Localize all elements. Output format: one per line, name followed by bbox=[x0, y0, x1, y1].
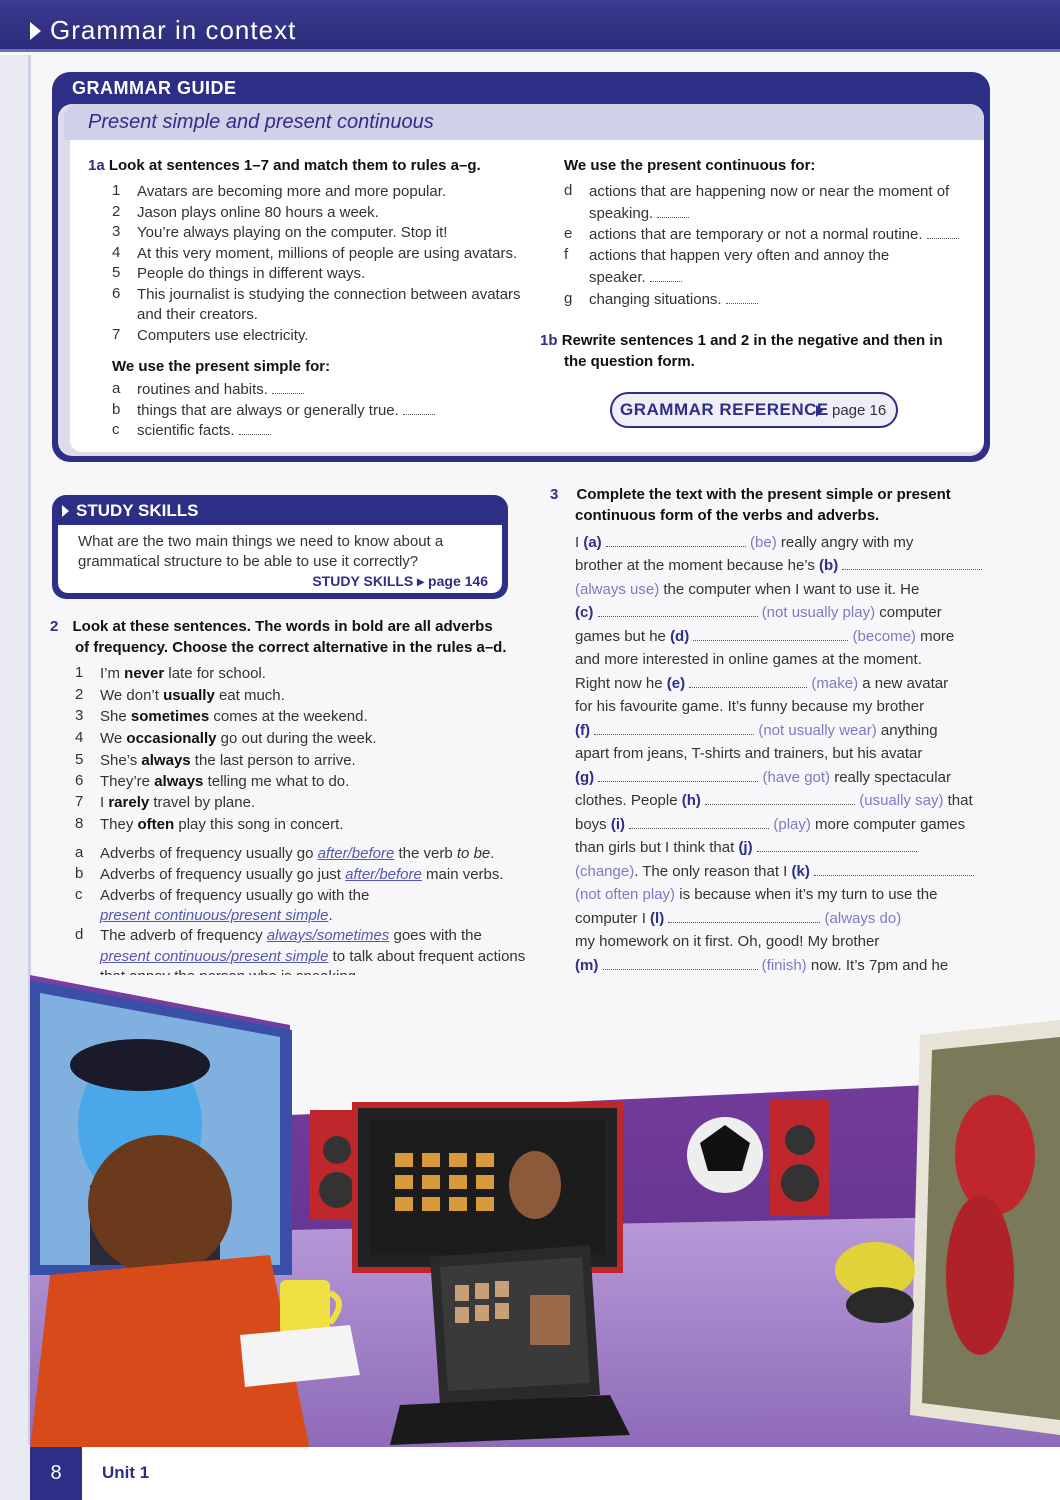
rule-item: present continuous/present simple. bbox=[100, 907, 333, 924]
choice-option[interactable]: always/sometimes bbox=[266, 927, 390, 944]
answer-blank[interactable] bbox=[657, 206, 689, 218]
exercise-1b-heading: 1b Rewrite sentences 1 and 2 in the negative and then in bbox=[540, 332, 943, 349]
answer-blank[interactable] bbox=[403, 403, 435, 415]
list-item: People do things in different ways. bbox=[137, 265, 366, 282]
side-strip bbox=[0, 55, 30, 1500]
choice-option[interactable]: after/before bbox=[317, 845, 395, 862]
choice-option[interactable]: present continuous/present simple bbox=[100, 948, 329, 965]
rule-item: speaker. bbox=[589, 267, 682, 288]
list-item: You’re always playing on the computer. Stop it! bbox=[137, 224, 448, 241]
choice-option[interactable]: present continuous/present simple bbox=[100, 907, 329, 924]
list-item: They often play this song in concert. bbox=[100, 816, 344, 833]
choice-option[interactable]: after/before bbox=[345, 866, 422, 883]
rule-item: present continuous/present simple to talk about frequent actions bbox=[100, 948, 526, 965]
list-item: I’m never late for school. bbox=[100, 665, 266, 682]
unit-label: Unit 1 bbox=[102, 1463, 150, 1482]
list-item: They’re always telling me what to do. bbox=[100, 773, 350, 790]
rule-item: actions that are happening now or near the moment of bbox=[589, 183, 950, 200]
exercise-3-heading: 3 Complete the text with the present simple or present bbox=[550, 486, 951, 503]
grammar-reference-button[interactable]: GRAMMAR REFERENCE page 16 bbox=[610, 392, 898, 428]
list-item: She’s always the last person to arrive. bbox=[100, 752, 356, 769]
answer-blank[interactable] bbox=[606, 535, 746, 547]
list-item: We occasionally go out during the week. bbox=[100, 730, 377, 747]
rule-item: things that are always or generally true. bbox=[137, 400, 435, 421]
present-simple-heading: We use the present simple for: bbox=[112, 358, 331, 375]
page-number: 8 bbox=[30, 1447, 82, 1500]
list-item: Jason plays online 80 hours a week. bbox=[137, 204, 379, 221]
exercise-3-line2: continuous form of the verbs and adverbs. bbox=[575, 507, 880, 524]
list-item: Avatars are becoming more and more popular. bbox=[137, 183, 447, 200]
answer-blank[interactable] bbox=[842, 558, 982, 570]
rule-item: Adverbs of frequency usually go just after/before main verbs. bbox=[100, 866, 504, 883]
list-item: I rarely travel by plane. bbox=[100, 794, 256, 811]
answer-blank[interactable] bbox=[594, 723, 754, 735]
study-skills-link[interactable]: STUDY SKILLS ▸ page 146 bbox=[312, 573, 488, 589]
grammar-guide-subtitle: Present simple and present continuous bbox=[88, 111, 434, 133]
rule-item: actions that happen very often and annoy the bbox=[589, 247, 890, 264]
present-continuous-heading: We use the present continuous for: bbox=[564, 157, 816, 174]
bedroom-computer-photo bbox=[30, 975, 1060, 1450]
page-title: Grammar in context bbox=[50, 15, 297, 45]
study-skills-label: STUDY SKILLS bbox=[76, 501, 199, 520]
answer-blank[interactable] bbox=[757, 840, 917, 852]
answer-blank[interactable] bbox=[668, 911, 820, 923]
section-arrow-icon bbox=[30, 22, 41, 40]
answer-blank[interactable] bbox=[598, 605, 758, 617]
rule-item: Adverbs of frequency usually go after/before the verb to be. bbox=[100, 845, 495, 862]
rule-item: scientific facts. bbox=[137, 420, 271, 441]
answer-blank[interactable] bbox=[650, 270, 682, 282]
rule-item: speaking. bbox=[589, 203, 689, 224]
study-skills-box: STUDY SKILLS What are the two main things we need to know about a grammatical structure to be able to use it correctly? STUDY SKILLS ▸ page 146 bbox=[52, 495, 508, 599]
answer-blank[interactable] bbox=[239, 423, 271, 435]
list-item: and their creators. bbox=[137, 306, 258, 323]
arrow-right-icon bbox=[62, 505, 69, 517]
rule-item: The adverb of frequency always/sometimes goes with the bbox=[100, 927, 482, 944]
answer-blank[interactable] bbox=[598, 770, 758, 782]
arrow-right-icon bbox=[816, 405, 823, 417]
exercise-1a-heading: 1a Look at sentences 1–7 and match them to rules a–g. bbox=[88, 157, 481, 174]
list-item: Computers use electricity. bbox=[137, 327, 309, 344]
answer-blank[interactable] bbox=[927, 227, 959, 239]
exercise-1b-line2: the question form. bbox=[564, 353, 695, 370]
list-item: We don’t usually eat much. bbox=[100, 687, 285, 704]
answer-blank[interactable] bbox=[705, 793, 855, 805]
rule-item: routines and habits. bbox=[137, 379, 304, 400]
rule-item: Adverbs of frequency usually go with the bbox=[100, 887, 370, 904]
grammar-guide-label: GRAMMAR GUIDE bbox=[72, 78, 237, 98]
answer-blank[interactable] bbox=[689, 676, 807, 688]
page-footer bbox=[30, 1447, 1060, 1500]
answer-blank[interactable] bbox=[726, 292, 758, 304]
answer-blank[interactable] bbox=[629, 817, 769, 829]
answer-blank[interactable] bbox=[603, 958, 758, 970]
exercise-2-heading: 2 Look at these sentences. The words in bold are all adverbs bbox=[50, 618, 493, 635]
exercise-2-line2: of frequency. Choose the correct alternative in the rules a–d. bbox=[75, 639, 507, 656]
list-item: This journalist is studying the connection between avatars bbox=[137, 286, 521, 303]
answer-blank[interactable] bbox=[693, 629, 848, 641]
page-header bbox=[0, 0, 1060, 52]
list-item: She sometimes comes at the weekend. bbox=[100, 708, 368, 725]
rule-item: changing situations. bbox=[589, 289, 758, 310]
answer-blank[interactable] bbox=[272, 382, 304, 394]
rule-item: actions that are temporary or not a normal routine. bbox=[589, 224, 959, 245]
answer-blank[interactable] bbox=[814, 864, 974, 876]
list-item: At this very moment, millions of people are using avatars. bbox=[137, 245, 518, 262]
